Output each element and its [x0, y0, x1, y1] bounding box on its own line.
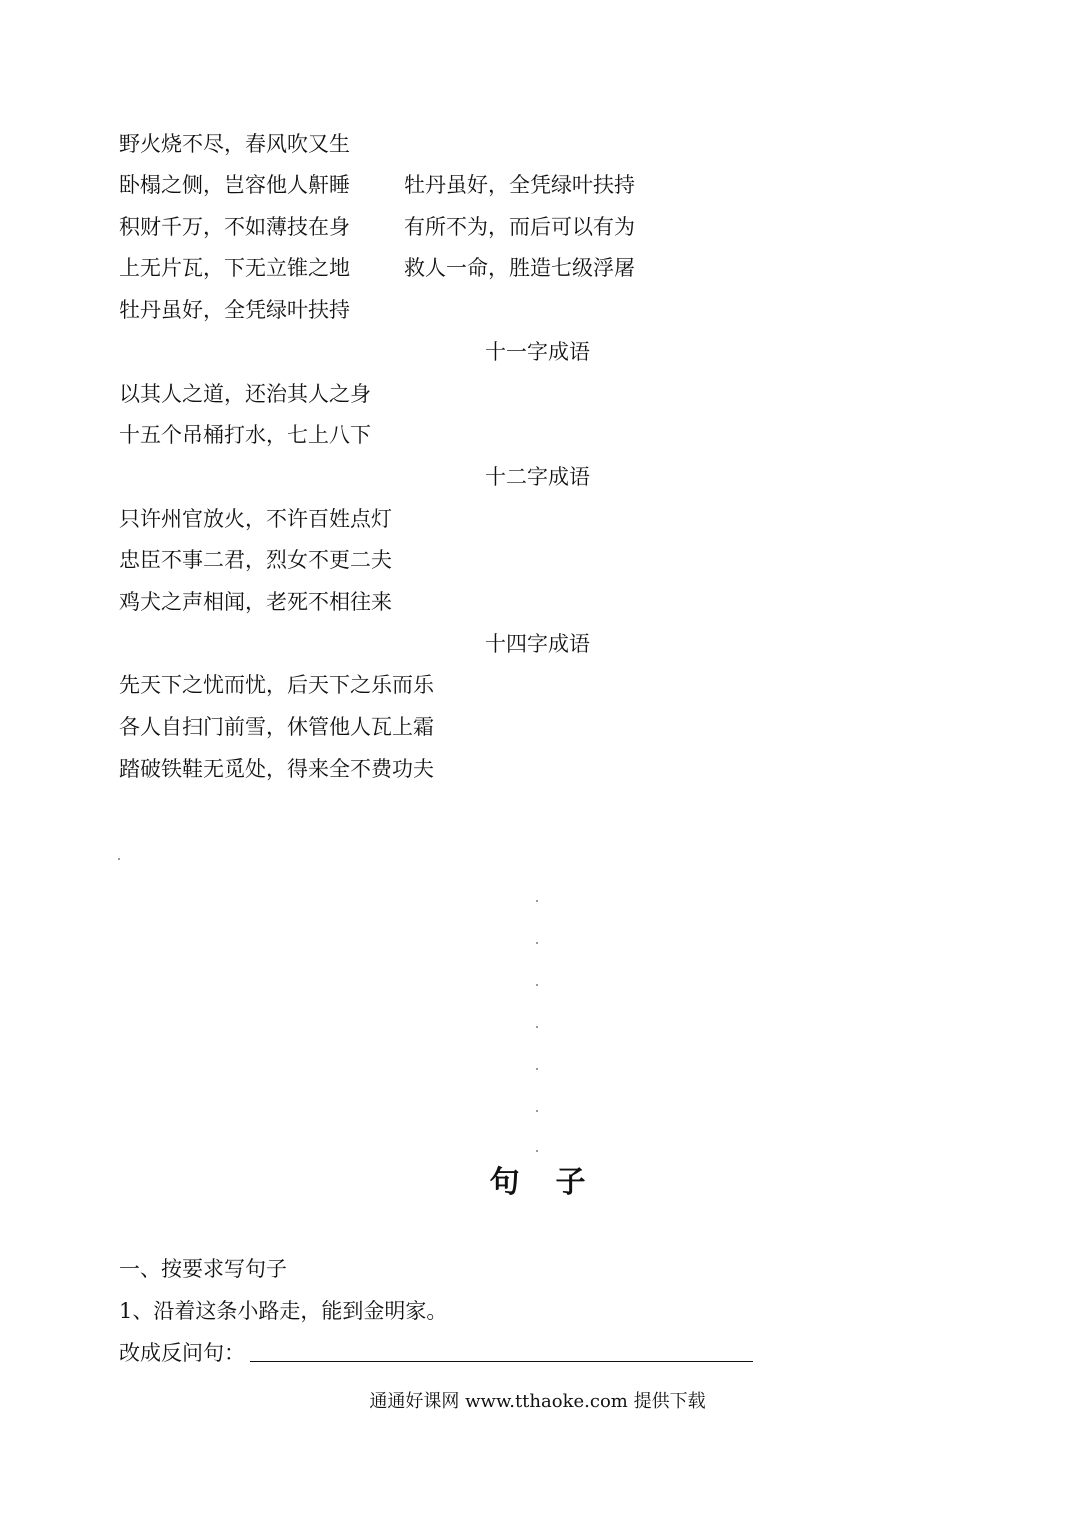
scan-dot — [536, 984, 538, 986]
idiom-line: 十五个吊桶打水，七上八下 — [119, 423, 371, 447]
footer-text: 通通好课网 www.tthaoke.com 提供下载 — [369, 1391, 706, 1412]
scan-dot — [118, 858, 120, 860]
idiom-line: 以其人之道，还治其人之身 — [119, 382, 371, 406]
idiom-line: 有所不为，而后可以有为 — [404, 215, 635, 239]
scan-dot — [536, 1068, 538, 1070]
section-title-14: 十四字成语 — [485, 632, 590, 656]
answer-prompt: 改成反问句： — [119, 1341, 245, 1365]
idiom-line: 救人一命，胜造七级浮屠 — [404, 256, 635, 280]
answer-blank-line[interactable] — [250, 1361, 753, 1362]
idiom-line: 牡丹虽好，全凭绿叶扶持 — [404, 173, 635, 197]
idiom-line: 先天下之忧而忧，后天下之乐而乐 — [119, 673, 434, 697]
idiom-line: 积财千万，不如薄技在身 — [119, 215, 350, 239]
idiom-line: 各人自扫门前雪，休管他人瓦上霜 — [119, 715, 434, 739]
idiom-line: 忠臣不事二君，烈女不更二夫 — [119, 548, 392, 572]
section-title-12: 十二字成语 — [485, 465, 590, 489]
idiom-line: 牡丹虽好，全凭绿叶扶持 — [119, 298, 350, 322]
scan-dot — [536, 1110, 538, 1112]
idiom-line: 只许州官放火，不许百姓点灯 — [119, 507, 392, 531]
idiom-line: 踏破铁鞋无觅处，得来全不费功夫 — [119, 757, 434, 781]
question-text: 1、沿着这条小路走，能到金明家。 — [119, 1299, 448, 1323]
section-heading: 句子 — [489, 1165, 622, 1200]
part-title: 一、按要求写句子 — [119, 1257, 287, 1281]
scan-dot — [536, 1026, 538, 1028]
idiom-line: 卧榻之侧，岂容他人鼾睡 — [119, 173, 350, 197]
scan-dot — [536, 942, 538, 944]
scan-dot — [536, 1150, 538, 1152]
scan-dot — [536, 900, 538, 902]
idiom-line: 上无片瓦，下无立锥之地 — [119, 256, 350, 280]
idiom-line: 野火烧不尽，春风吹又生 — [119, 132, 350, 156]
section-title-11: 十一字成语 — [485, 340, 590, 364]
idiom-line: 鸡犬之声相闻，老死不相往来 — [119, 590, 392, 614]
